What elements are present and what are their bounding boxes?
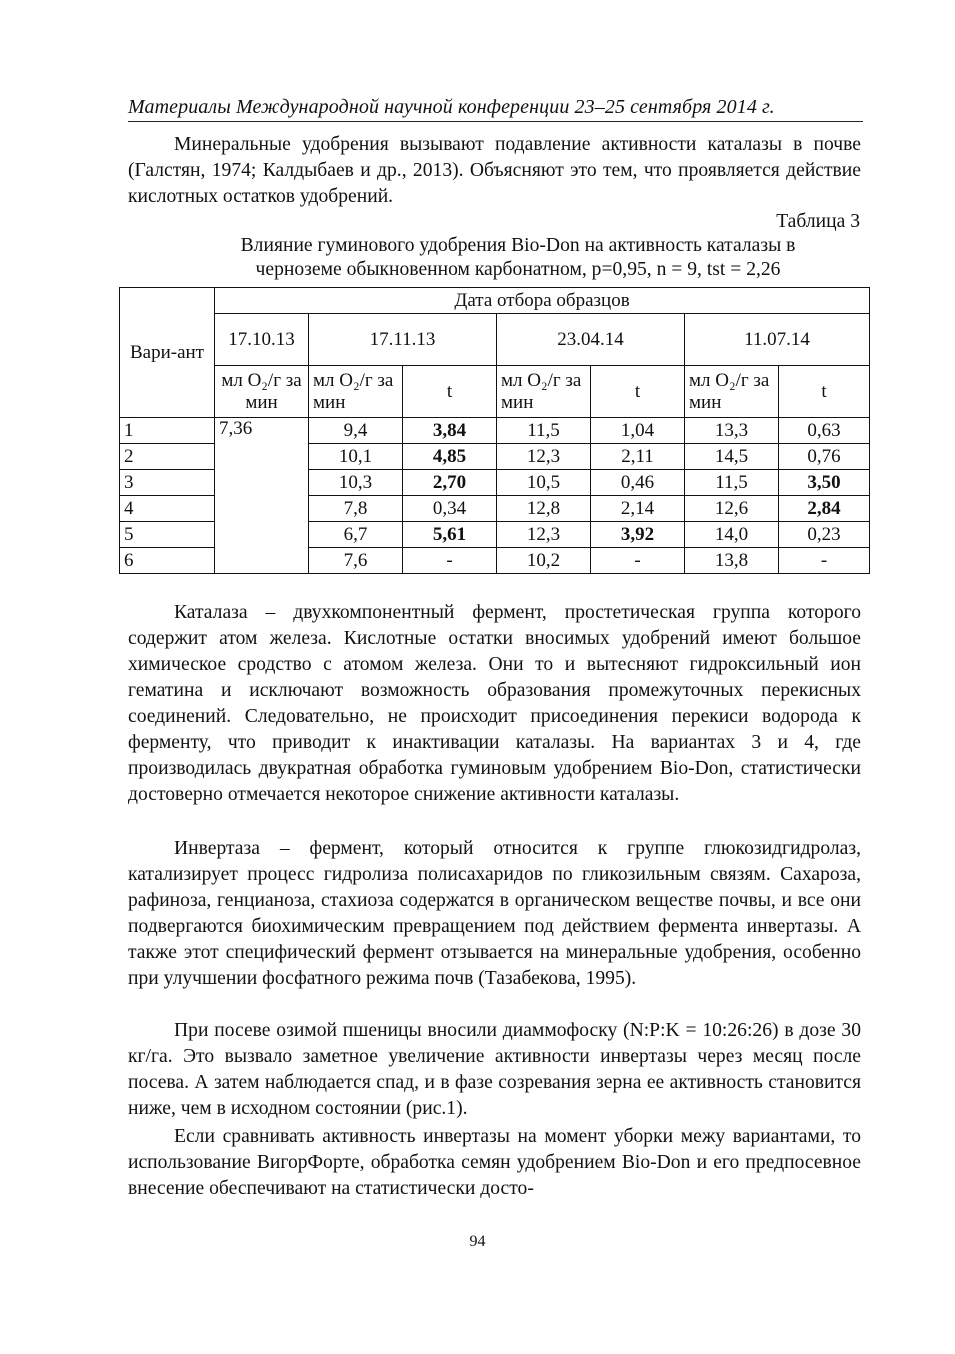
cell-t: - <box>403 548 497 574</box>
header-date-group: Дата отбора образцов <box>215 288 870 314</box>
paragraph-4: При посеве озимой пшеницы вносили диаммофоску (N:P:K = 10:26:26) в дозе 30 кг/га. Это вызвало заметное увеличение активности инвертазы через месяц после посева. А затем наблюдается спад, и в фазе созревания зерна ее активность становится ниже, чем в исходном состоянии (рис.1). <box>128 1020 861 1119</box>
cell-variant: 5 <box>120 522 215 548</box>
cell-value: 7,6 <box>309 548 403 574</box>
cell-variant: 1 <box>120 418 215 444</box>
cell-variant: 2 <box>120 444 215 470</box>
cell-t: 3,50 <box>779 470 870 496</box>
header-date-1: 17.10.13 <box>215 314 309 366</box>
cell-t: 4,85 <box>403 444 497 470</box>
cell-value: 10,3 <box>309 470 403 496</box>
cell-value: 12,3 <box>497 522 591 548</box>
cell-value: 6,7 <box>309 522 403 548</box>
paragraph-3: Инвертаза – фермент, который относится к группе глюкозидгидролаз, катализирует процесс гидролиза полисахаридов по гликозильным связям. Сахароза, рафиноза, генцианоза, стахиоза содержатся в органическом веществе почвы, и все они подвергаются биохимическим превращением под действием фермента инвертазы. А также этот специфический фермент отзывается на минеральные удобрения, особенно при улучшении фосфатного режима почв (Тазабекова, 1995). <box>128 838 861 989</box>
cell-value: 13,3 <box>685 418 779 444</box>
cell-value: 12,8 <box>497 496 591 522</box>
cell-t: 1,04 <box>591 418 685 444</box>
cell-baseline: 7,36 <box>215 418 309 574</box>
cell-value: 10,5 <box>497 470 591 496</box>
cell-value: 10,2 <box>497 548 591 574</box>
header-date-2: 17.11.13 <box>309 314 497 366</box>
cell-t: 2,70 <box>403 470 497 496</box>
header-t-3: t <box>779 366 870 418</box>
cell-t: 0,46 <box>591 470 685 496</box>
header-variant: Вари-ант <box>120 288 215 418</box>
table-caption-line-2: черноземе обыкновенном карбонатном, p=0,95, n = 9, tst = 2,26 <box>255 259 781 280</box>
cell-t: 0,23 <box>779 522 870 548</box>
header-date-3: 23.04.14 <box>497 314 685 366</box>
cell-t: - <box>591 548 685 574</box>
cell-t: 0,76 <box>779 444 870 470</box>
cell-value: 12,6 <box>685 496 779 522</box>
cell-value: 7,8 <box>309 496 403 522</box>
running-header: Материалы Международной научной конференции 23–25 сентября 2014 г. <box>128 94 863 122</box>
catalase-table <box>119 287 870 574</box>
table-number: Таблица 3 <box>776 211 860 232</box>
cell-value: 11,5 <box>497 418 591 444</box>
cell-t: 0,63 <box>779 418 870 444</box>
table-caption <box>128 234 908 282</box>
table-caption-line-1: Влияние гуминового удобрения Bio-Don на активность каталазы в <box>240 235 796 256</box>
paragraph-2: Каталаза – двухкомпонентный фермент, простетическая группа которого содержит атом железа. Кислотные остатки вносимых удобрений имеют большое химическое сродство с атомом железа. Они то и вытесняют гидроксильный ион гематина и исключают возможность образования промежуточных перекисных соединений. Следовательно, не происходит присоединения перекиси водорода к ферменту, что приводит к инактивации каталазы. На вариантах 3 и 4, где производилась двукратная обработка гуминовым удобрением Bio-Don, статистически достоверно отмечается некоторое снижение активности каталазы. <box>128 602 861 805</box>
cell-t: 0,34 <box>403 496 497 522</box>
header-t-1: t <box>403 366 497 418</box>
cell-t: 2,14 <box>591 496 685 522</box>
cell-t: 2,11 <box>591 444 685 470</box>
paragraph-1: Минеральные удобрения вызывают подавление активности каталазы в почве (Галстян, 1974; Калдыбаев и др., 2013). Объясняют это тем, что проявляется действие кислотных остатков удобрений. <box>128 134 861 207</box>
cell-value: 14,0 <box>685 522 779 548</box>
cell-t: 2,84 <box>779 496 870 522</box>
cell-value: 13,8 <box>685 548 779 574</box>
page-number: 94 <box>469 1233 486 1250</box>
cell-value: 11,5 <box>685 470 779 496</box>
cell-value: 10,1 <box>309 444 403 470</box>
cell-value: 14,5 <box>685 444 779 470</box>
cell-value: 9,4 <box>309 418 403 444</box>
cell-t: - <box>779 548 870 574</box>
cell-variant: 3 <box>120 470 215 496</box>
header-unit-3: мл O₂/г за мин <box>497 366 591 418</box>
cell-t: 3,92 <box>591 522 685 548</box>
header-unit-4: мл O₂/г за мин <box>685 366 779 418</box>
header-unit-2: мл O₂/г за мин <box>309 366 403 418</box>
cell-variant: 4 <box>120 496 215 522</box>
header-t-2: t <box>591 366 685 418</box>
header-date-4: 11.07.14 <box>685 314 870 366</box>
cell-variant: 6 <box>120 548 215 574</box>
header-unit-1: мл O₂/г за мин <box>215 366 309 418</box>
cell-t: 5,61 <box>403 522 497 548</box>
cell-t: 3,84 <box>403 418 497 444</box>
paragraph-5: Если сравнивать активность инвертазы на момент уборки межу вариантами, то использование ВигорФорте, обработка семян удобрением Bio-Don и его предпосевное внесение обеспечивают на статистически досто- <box>128 1126 861 1199</box>
table-row <box>120 418 870 444</box>
cell-value: 12,3 <box>497 444 591 470</box>
